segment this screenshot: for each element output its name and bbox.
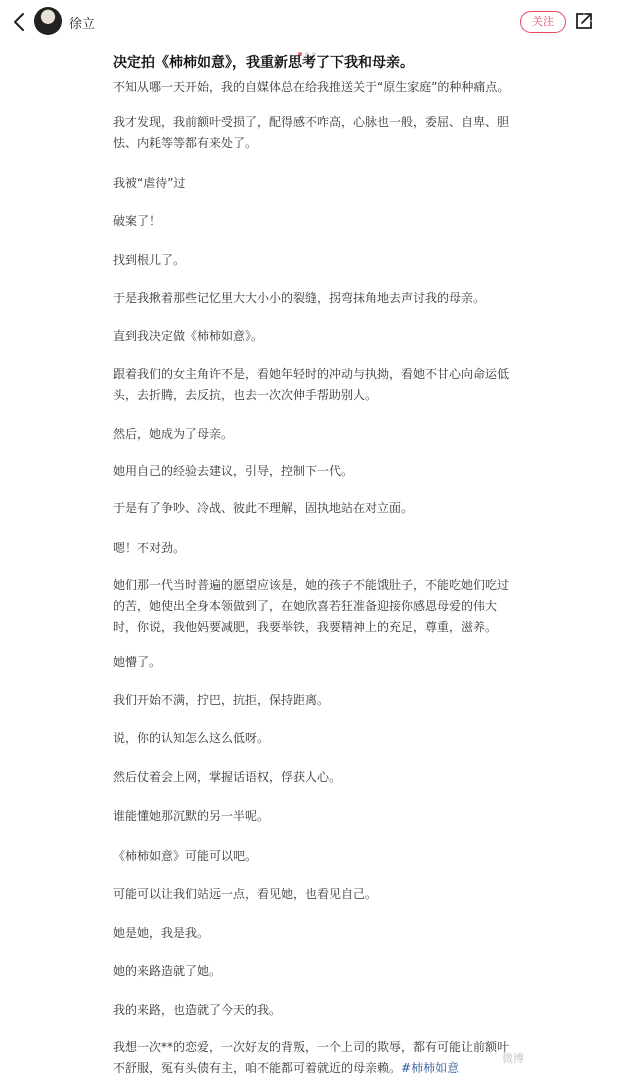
avatar[interactable] xyxy=(34,7,62,35)
hashtag-link[interactable]: #柿柿如意 xyxy=(401,1061,460,1075)
article-title: 决定拍《柿柿如意》，我重新思考了下我和母亲。 xyxy=(113,55,414,71)
paragraph: 她用自己的经验去建议，引导，控制下一代。 xyxy=(113,464,354,478)
paragraph: 我被“虐待”过 xyxy=(113,176,186,190)
top-bar xyxy=(0,0,618,44)
paragraph: 于是有了争吵、冷战、彼此不理解，固执地站在对立面。 xyxy=(113,501,414,515)
paragraph: 我才发现，我前额叶受损了，配得感不咋高，心脉也一般，委屈、自卑、胆怯、内耗等等都有来处了。 xyxy=(113,115,510,150)
chevron-left-icon xyxy=(10,10,30,34)
paragraph: 破案了！ xyxy=(113,214,162,228)
share-button[interactable] xyxy=(573,10,595,32)
follow-button[interactable]: 关注 xyxy=(520,11,566,33)
paragraph xyxy=(113,1037,513,1079)
paragraph: 《柿柿如意》可能可以吧。 xyxy=(113,849,258,863)
paragraph: 她懵了。 xyxy=(113,655,162,669)
back-button[interactable] xyxy=(10,10,30,34)
paragraph: 谁能懂她那沉默的另一半呢。 xyxy=(113,809,270,823)
watermark: 微博 xyxy=(502,1052,524,1065)
paragraph: 直到我决定做《柿柿如意》。 xyxy=(113,329,264,343)
paragraph: 跟着我们的女主角许不是，看她年轻时的冲动与执拗，看她不甘心向命运低头，去折腾，去反抗，也去一次次伸手帮助别人。 xyxy=(113,367,510,402)
paragraph: 找到根儿了。 xyxy=(113,253,186,267)
share-icon xyxy=(573,10,595,32)
paragraph: 我的来路，也造就了今天的我。 xyxy=(113,1003,282,1017)
paragraph: 然后，她成为了母亲。 xyxy=(113,427,234,441)
paragraph: 她的来路造就了她。 xyxy=(113,964,222,978)
paragraph: 说，你的认知怎么这么低呀。 xyxy=(113,731,270,745)
paragraph: 可能可以让我们站远一点，看见她，也看见自己。 xyxy=(113,887,378,901)
paragraph-text: 我想一次**的恋爱，一次好友的背叛，一个上司的欺辱，都有可能让前额叶不舒服，冤有头债有主，咱不能都可着就近的母亲赖。 xyxy=(113,1040,510,1075)
paragraph: 于是我揪着那些记忆里大大小小的裂缝，拐弯抹角地去声讨我的母亲。 xyxy=(113,291,486,305)
paragraph: 嗯！不对劲。 xyxy=(113,541,186,555)
paragraph: 然后仗着会上网，掌握话语权，俘获人心。 xyxy=(113,770,342,784)
author-name[interactable]: 徐立 xyxy=(69,17,96,32)
paragraph: 她们那一代当时普遍的愿望应该是，她的孩子不能饿肚子，不能吃她们吃过的苦，她使出全身本领做到了，在她欣喜若狂准备迎接你感恩母爱的伟大时，你说，我他妈要减肥，我要举铁，我要精神上的充足，尊重，滋养。 xyxy=(113,578,510,634)
paragraph: 她是她，我是我。 xyxy=(113,926,210,940)
paragraph: 不知从哪一天开始，我的自媒体总在给我推送关于“原生家庭”的种种痛点。 xyxy=(113,80,510,94)
paragraph: 我们开始不满，拧巴，抗拒，保持距离。 xyxy=(113,693,330,707)
